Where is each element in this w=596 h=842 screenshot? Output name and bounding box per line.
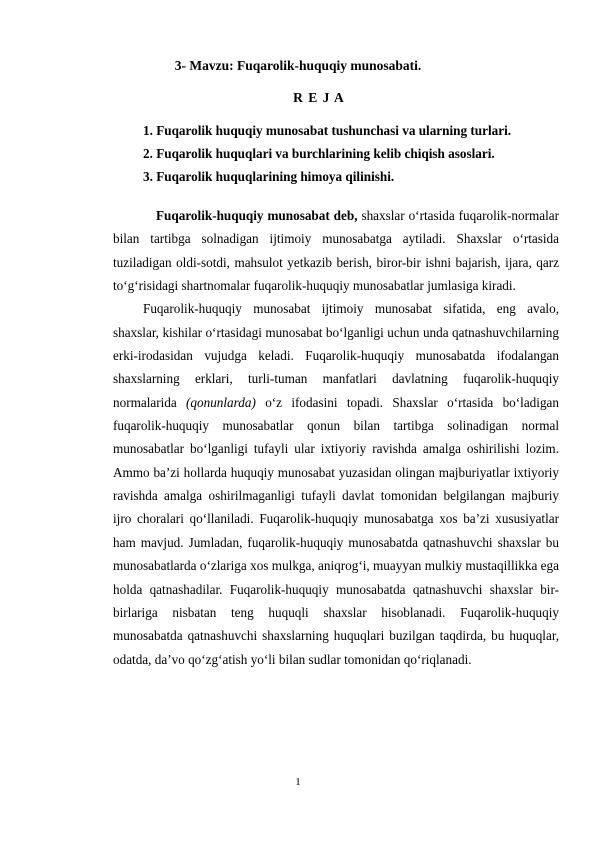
plan-item: 1. Fuqarolik huquqiy munosabat tushunchasi va ularning turlari.	[143, 123, 512, 138]
paragraph-2-text-end: o‘z ifodasini topadi. Shaxslar o‘rtasida bo‘ladigan fuqarolik-huquqiy munosabatlar qonun bilan tartibga solinadigan normal munosabatlar bo‘lganligi tufayli ular ixtiyoriy ravishda amalga oshirilishi lozim. Ammo ba’zi hollarda huquqiy munosabat yuzasidan olingan majburiyatlar ixtiyoriy ravishda amalga oshirilmaganligi tufayli davlat tomonidan belgilangan majburiy ijro choralari qo‘llaniladi. Fuqarolik-huquqiy munosabatga xos ba’zi xususiyatlar ham mavjud. Jumladan, fuqarolik-huquqiy munosabatda qatnashuvchi shaxslar bu munosabatlarda o‘zlariga xos mulkga, aniqrog‘i, muayyan mulkiy mustaqillikka ega holda qatnashadilar. Fuqarolik-huquqiy munosabatda qatnashuvchi shaxslar bir-birlariga nisbatan teng huquqli shaxslar hisoblanadi. Fuqarolik-huquqiy munosabatda qatnashuvchi shaxslarning huquqlari buzilgan taqdirda, bu huquqlar, odatda, da’vo qo‘zg‘atish yo‘li bilan sudlar tomonidan qo‘riqlanadi.	[113, 394, 559, 667]
paragraph-1-lead: Fuqarolik-huquqiy munosabat deb,	[156, 208, 358, 223]
paragraph-2-text-start: Fuqarolik-huquqiy munosabat ijtimoiy munosabat sifatida, eng avalo, shaxslar, kishilar o‘rtasidagi munosabat bo‘lganligi uchun unda qatnashuvchilarning erki-irodasidan vujudga keladi. Fuqarolik-huquqiy munosabatda ifodalangan shaxslarning erklari, turli-tuman manfatlari davlatning fuqarolik-huquqiy normalarida	[113, 301, 559, 410]
plan-list	[143, 119, 511, 188]
paragraph-1	[113, 204, 559, 297]
paragraph-2	[113, 297, 559, 671]
page-number: 1	[295, 776, 301, 788]
document-title: 3- Mavzu: Fuqarolik-huquqiy munosabati.	[174, 58, 422, 73]
body-text	[113, 204, 559, 671]
reja-heading: R E J A	[293, 90, 345, 105]
plan-item: 2. Fuqarolik huquqlari va burchlarining kelib chiqish asoslari.	[143, 146, 495, 161]
plan-item: 3. Fuqarolik huquqlarining himoya qilinishi.	[143, 169, 395, 184]
paragraph-1-text: shaxslar o‘rtasida fuqarolik-normalar bilan tartibga solnadigan ijtimoiy munosabatga aytiladi. Shaxslar o‘rtasida tuziladigan oldi-sotdi, mahsulot yetkazib berish, biror-bir ishni bajarish, ijara, qarz to‘g‘risidagi shartnomalar fuqarolik-huquqiy munosabatlar jumlasiga kiradi.	[113, 208, 559, 294]
paragraph-2-italic: (qonunlarda)	[186, 394, 256, 410]
